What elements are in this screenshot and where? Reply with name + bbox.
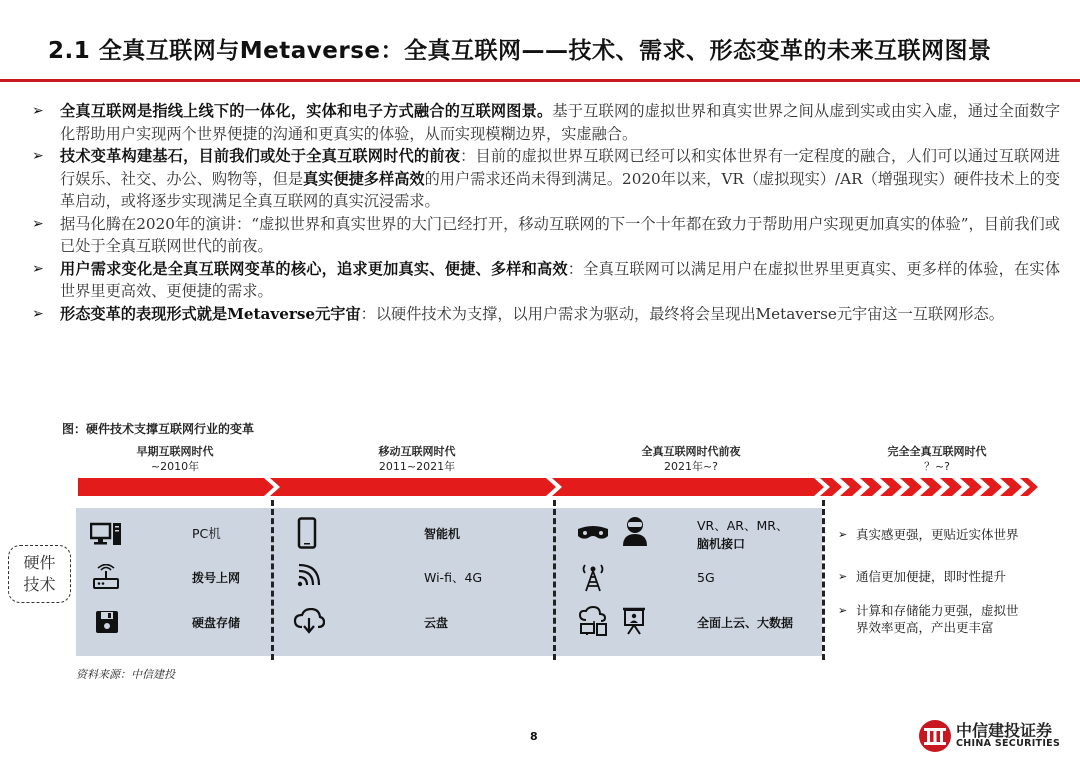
cloud-computing-icon	[578, 606, 608, 636]
page-number: 8	[530, 730, 538, 743]
bullet-text: ：目前的虚拟世界互联网已经可以和实体世界有一定程度的融合，人们可以通过互联网进行娱乐、社交、办公、购物等，但是	[60, 147, 1061, 188]
arrow-bullet-icon: ➢	[32, 103, 44, 119]
bullet-text: 的用户需求还尚未得到满足。2020年以来，VR（虚拟现实）/AR（增强现实）硬件技术上的变革启动，或将逐步实现满足全真互联网的真实沉浸需求。	[60, 169, 1061, 210]
bullet-bold-text: 用户需求变化是全真互联网变革的核心，追求更加真实、便捷、多样和高效	[60, 259, 568, 278]
divider-line	[271, 500, 274, 660]
bullet-text: 基于互联网的虚拟世界和真实世界之间从虚到实或由实入虚，通过全面数字化帮助用户实现两个世界便捷的沟通和更真实的体验，从而实现模糊边界，实虚融合。	[60, 102, 1060, 143]
bullet-list	[30, 100, 1060, 325]
arrow-bullet-icon: ➢	[32, 260, 44, 277]
tech-cloud-drive: 云盘	[424, 616, 449, 630]
arrow-bullet-icon: ➢	[838, 570, 848, 583]
timeline-arrow	[78, 478, 1038, 496]
tech-harddisk: 硬盘存储	[192, 616, 241, 630]
bullet-text: ：全真互联网可以满足用户在虚拟世界里更真实、更多样的体验，在实体世界里更高效、更便捷的需求。	[60, 259, 1061, 300]
logo-chinese-name: 中信建投证券	[956, 721, 1053, 740]
bullet-bold-text: 形态变革的表现形式就是Metaverse元宇宙	[60, 304, 361, 323]
hardware-label-line: 技术	[23, 575, 56, 594]
tech-bci: 脑机接口	[697, 537, 746, 551]
bullet-item	[30, 100, 1060, 145]
desktop-computer-icon	[90, 521, 122, 547]
logo-english-name: CHINA SECURITIES	[956, 738, 1061, 749]
arrow-bullet-icon: ➢	[838, 528, 848, 541]
era-mobile	[352, 444, 482, 474]
bullet-text: 据马化腾在2020年的演讲：“虚拟世界和真实世界的大门已经打开，移动互联网的下一个十年都在致力于帮助用户实现更加真实的体验”，目前我们或已处于全真互联网世代的前夜。	[60, 214, 1060, 255]
era-name: 移动互联网时代	[378, 445, 456, 458]
arrow-bullet-icon: ➢	[32, 148, 44, 164]
source-note: 资料来源：中信建投	[76, 668, 175, 681]
era-years: ？~?	[923, 460, 951, 473]
hard-disk-icon	[95, 610, 119, 634]
bullet-bold-text: 技术变革构建基石，目前我们或处于全真互联网时代的前夜	[60, 147, 461, 165]
arrow-bullet-icon: ➢	[838, 604, 848, 617]
future-text: 计算和存储能力更强，虚拟世	[856, 603, 1019, 618]
future-text: 真实感更强，更贴近实体世界	[856, 527, 1019, 542]
era-years: 2011~2021年	[378, 460, 456, 473]
title-divider	[0, 79, 1080, 82]
bullet-item	[30, 213, 1060, 258]
future-item	[838, 602, 1019, 636]
era-early	[110, 444, 240, 474]
smartphone-icon	[297, 517, 317, 549]
era-name: 早期互联网时代	[136, 445, 214, 458]
company-logo	[918, 718, 1068, 754]
era-full	[862, 444, 1012, 474]
tech-wifi-4g: Wi-fi、4G	[424, 570, 483, 585]
divider-line	[822, 500, 825, 660]
citic-logo-icon	[918, 719, 952, 753]
era-eve	[616, 444, 766, 474]
bullet-text: ：以硬件技术为支撑，以用户需求为驱动，最终将会呈现出Metaverse元宇宙这一互联网形态。	[360, 304, 1004, 323]
tech-smartphone: 智能机	[424, 527, 461, 541]
wifi-signal-icon	[296, 562, 322, 588]
user-vr-icon	[622, 515, 648, 547]
tech-pc: PC机	[192, 526, 221, 541]
era-name: 完全全真互联网时代	[887, 445, 987, 458]
tech-cloud-bigdata: 全面上云、大数据	[697, 616, 794, 630]
arrow-bullet-icon: ➢	[32, 305, 44, 322]
future-item	[838, 526, 1019, 543]
era-name: 全真互联网时代前夜	[641, 445, 741, 458]
bullet-item	[30, 303, 1060, 326]
tech-dialup: 拨号上网	[192, 571, 241, 585]
figure-caption: 图：硬件技术支撑互联网行业的变革	[62, 422, 255, 436]
hardware-label-line: 硬件	[23, 553, 56, 572]
cell-tower-icon	[580, 560, 606, 592]
cloud-download-icon	[293, 608, 325, 634]
bullet-bold-text: 全真互联网是指线上线下的一体化，实体和电子方式融合的互联网图景。	[60, 102, 553, 120]
arrow-bullet-icon: ➢	[32, 215, 44, 232]
bullet-item	[30, 258, 1060, 303]
future-text: 通信更加便捷，即时性提升	[856, 569, 1007, 584]
future-item	[838, 568, 1006, 585]
page-title: 2.1 全真互联网与Metaverse：全真互联网——技术、需求、形态变革的未来互联网图景	[48, 38, 992, 64]
era-years: 2021年~?	[663, 460, 719, 473]
hardware-tech-label	[8, 545, 71, 603]
tech-5g: 5G	[697, 570, 715, 585]
future-text: 界效率更高，产出更丰富	[856, 620, 994, 635]
router-icon	[92, 564, 120, 590]
vr-headset-icon	[576, 524, 610, 542]
bullet-bold-text: 真实便捷多样高效	[303, 169, 425, 188]
data-board-icon	[620, 606, 648, 636]
era-years: ~2010年	[150, 460, 200, 473]
bullet-item	[30, 145, 1060, 213]
tech-vr-ar-mr: VR、AR、MR、	[697, 518, 789, 533]
divider-line	[553, 500, 556, 660]
